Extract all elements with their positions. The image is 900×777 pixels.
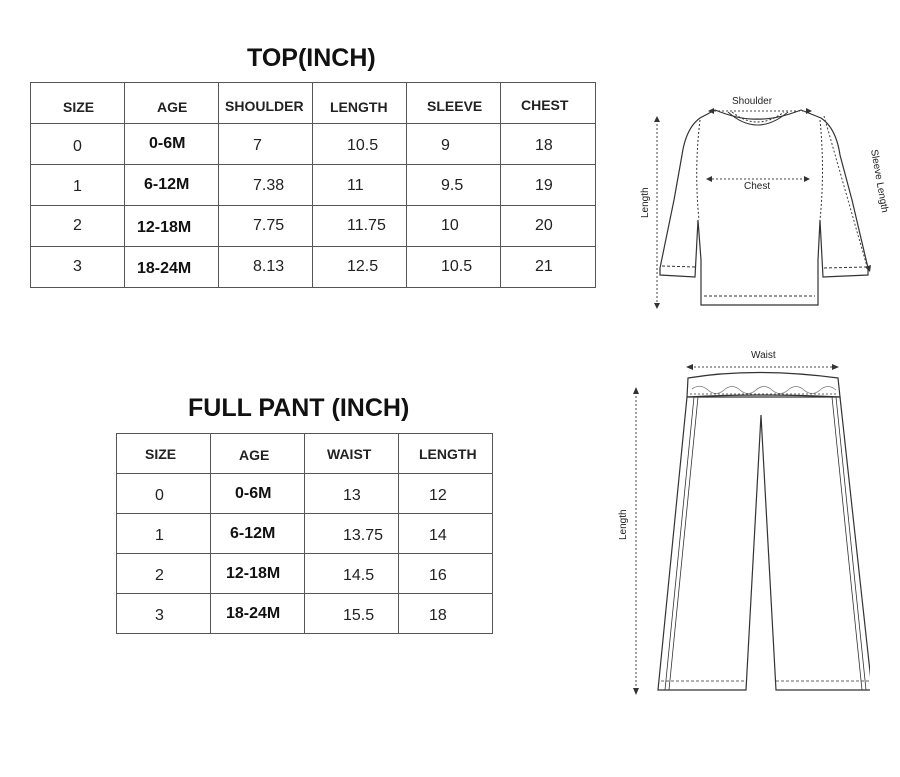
- chest-cell: 20: [501, 206, 596, 247]
- age-cell: 6-12M: [211, 514, 305, 554]
- age-cell: 0-6M: [211, 474, 305, 514]
- size-cell: 1: [31, 165, 125, 206]
- sleeve-length-label: Sleeve Length: [868, 148, 890, 214]
- shoulder-cell: 7.75: [219, 206, 313, 247]
- length-cell: 18: [399, 594, 493, 634]
- sleeve-cell: 10.5: [407, 247, 501, 288]
- table-row: [31, 247, 596, 288]
- table-row: [31, 206, 596, 247]
- top-measurement-diagram: [620, 80, 890, 320]
- table-row: [117, 514, 493, 554]
- length-label: Length: [640, 187, 651, 218]
- age-cell: 0-6M: [125, 124, 219, 165]
- chest-cell: 18: [501, 124, 596, 165]
- waist-cell: 13.75: [305, 514, 399, 554]
- length-cell: 10.5: [313, 124, 407, 165]
- length-cell: 16: [399, 554, 493, 594]
- table-row: [31, 124, 596, 165]
- sleeve-cell: 9.5: [407, 165, 501, 206]
- length-cell: 11.75: [313, 206, 407, 247]
- header-cell: SLEEVE: [407, 83, 501, 124]
- top-size-table: [30, 82, 596, 288]
- pant-size-table: [116, 433, 493, 634]
- sleeve-cell: 10: [407, 206, 501, 247]
- header-cell: SIZE: [31, 83, 125, 124]
- pant-chart-title: FULL PANT (INCH): [188, 394, 410, 422]
- size-cell: 1: [117, 514, 211, 554]
- table-header-row: [117, 434, 493, 474]
- chest-cell: 19: [501, 165, 596, 206]
- sleeve-cell: 9: [407, 124, 501, 165]
- waist-cell: 15.5: [305, 594, 399, 634]
- size-cell: 3: [117, 594, 211, 634]
- header-cell: WAIST: [305, 434, 399, 474]
- length-cell: 14: [399, 514, 493, 554]
- header-cell: SHOULDER: [219, 83, 313, 124]
- shoulder-label: Shoulder: [732, 96, 773, 107]
- chest-cell: 21: [501, 247, 596, 288]
- table-row: [117, 554, 493, 594]
- table-row: [117, 474, 493, 514]
- size-cell: 0: [31, 124, 125, 165]
- header-cell: AGE: [211, 434, 305, 474]
- table-row: [31, 165, 596, 206]
- size-cell: 0: [117, 474, 211, 514]
- shoulder-cell: 8.13: [219, 247, 313, 288]
- table-header-row: [31, 83, 596, 124]
- top-chart-title: TOP(INCH): [247, 44, 376, 72]
- shoulder-cell: 7: [219, 124, 313, 165]
- header-cell: LENGTH: [313, 83, 407, 124]
- header-cell: CHEST: [501, 83, 596, 124]
- pant-length-label: Length: [618, 509, 629, 540]
- waist-label: Waist: [751, 350, 776, 361]
- age-cell: 18-24M: [125, 247, 219, 288]
- length-cell: 12: [399, 474, 493, 514]
- age-cell: 12-18M: [125, 206, 219, 247]
- age-cell: 18-24M: [211, 594, 305, 634]
- size-cell: 2: [117, 554, 211, 594]
- header-cell: LENGTH: [399, 434, 493, 474]
- header-cell: AGE: [125, 83, 219, 124]
- waist-cell: 14.5: [305, 554, 399, 594]
- table-row: [117, 594, 493, 634]
- length-cell: 11: [313, 165, 407, 206]
- pant-measurement-diagram: [610, 345, 870, 705]
- length-cell: 12.5: [313, 247, 407, 288]
- header-cell: SIZE: [117, 434, 211, 474]
- age-cell: 12-18M: [211, 554, 305, 594]
- size-cell: 3: [31, 247, 125, 288]
- waist-cell: 13: [305, 474, 399, 514]
- size-cell: 2: [31, 206, 125, 247]
- age-cell: 6-12M: [125, 165, 219, 206]
- chest-label: Chest: [744, 181, 771, 192]
- shoulder-cell: 7.38: [219, 165, 313, 206]
